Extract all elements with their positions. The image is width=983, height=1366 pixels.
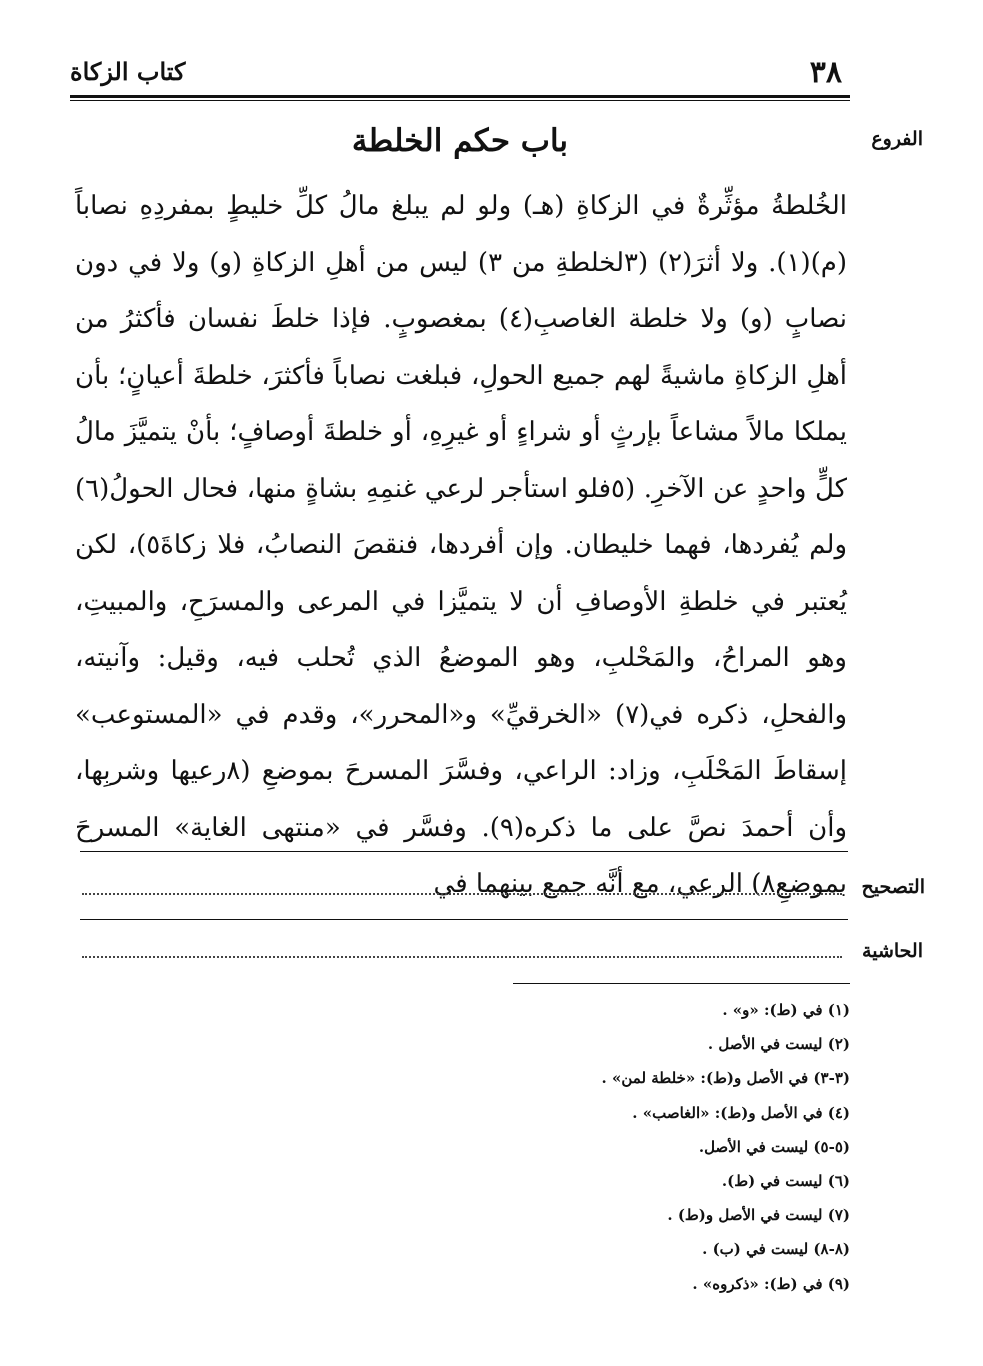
page-header [70,55,850,95]
furu-side-label: الفروع [871,128,923,150]
footnotes-separator [513,983,850,984]
hashiya-side-label: الحاشية [862,940,923,962]
tashih-dotted-line [82,893,842,895]
tashih-side-label: التصحيح [861,876,925,898]
footnote-item: (٥-٥) ليست في الأصل. [698,1137,850,1156]
footnote-item: (٦) ليست في (ط). [721,1172,850,1191]
tashih-section-divider [80,919,848,920]
chapter-title: باب حكم الخلطة [351,123,569,159]
header-rule-thin [70,100,850,101]
footnote-item: (٩) في (ط): «ذكروه» . [692,1274,850,1293]
footnote-item: (٧) ليست في الأصل و(ط) . [667,1206,850,1225]
header-rule-thick [70,95,850,98]
footnote-item: (١) في (ط): «و» . [722,1001,850,1019]
footnote-item: (٨-٨) ليست في (ب) . [702,1240,850,1259]
running-title: كتاب الزكاة [70,57,186,86]
furu-section-divider [80,851,848,852]
footnote-item: (٣-٣) في الأصل و(ط): «خلطة لمن» . [601,1069,850,1088]
hashiya-dotted-line [82,956,842,958]
footnote-item: (٢) ليست في الأصل . [707,1035,850,1054]
main-text-paragraph: الخُلطةُ مؤثِّرةٌ في الزكاةِ (هـ) ولو لم يبلغ مالُ كلِّ خليطٍ بمفردِهِ نصاباً (م)(١). ولا أثرَ(٢) (٣لخلطةِ من ٣) ليس من أهلِ الزكاةِ (و) ولا في دون نصابٍ (و) ولا خلطة الغاصبِ(٤) بمغصوبٍ. فإذا خلطَ نفسان فأكثرُ من أهلِ الزكاةِ ماشيةً لهم جميع الحولِ، فبلغت نصاباً فأكثرَ، خلطةَ أعيانٍ؛ بأن يملكا مالاً مشاعاً بإرثٍ أو شراءٍ أو غيرِهِ، أو خلطةَ أوصافٍ؛ بأنْ يتميَّزَ مالُ كلٍّ واحدٍ عن الآخرِ. (٥فلو استأجر لرعي غنمِهِ بشاةٍ منها، فحال الحولُ(٦) ولم يُفردها، فهما خليطان. وإن أفردها، فنقصَ النصابُ، فلا زكاةَ٥)، لكن يُعتبر في خلطةِ الأوصافِ أن لا يتميَّزا في المرعى والمسرَحِ، والمبيتِ، وهو المراحُ، والمَحْلبِ، وهو الموضعُ الذي تُحلب فيه، وقيل: وآنيته، والفحلِ، ذكره في(٧) «الخرقيِّ» و«المحرر»، وقدم في «المستوعب» إسقاطَ المَحْلَبِ، وزاد: الراعي، وفسَّرَ المسرحَ بموضعِ (٨رعيها وشربِها، وأن أحمدَ نصَّ على ما ذكره(٩). وفسَّر في «منتهى الغاية» المسرحَ بموضعِ٨) الرعي، مع أنَّه جمع بينهما في [75,191,848,899]
footnotes-list [300,993,850,1301]
footnote-item: (٤) في الأصل و(ط): «الغاصب» . [632,1103,850,1122]
page-number: ٣٨ [809,55,842,90]
